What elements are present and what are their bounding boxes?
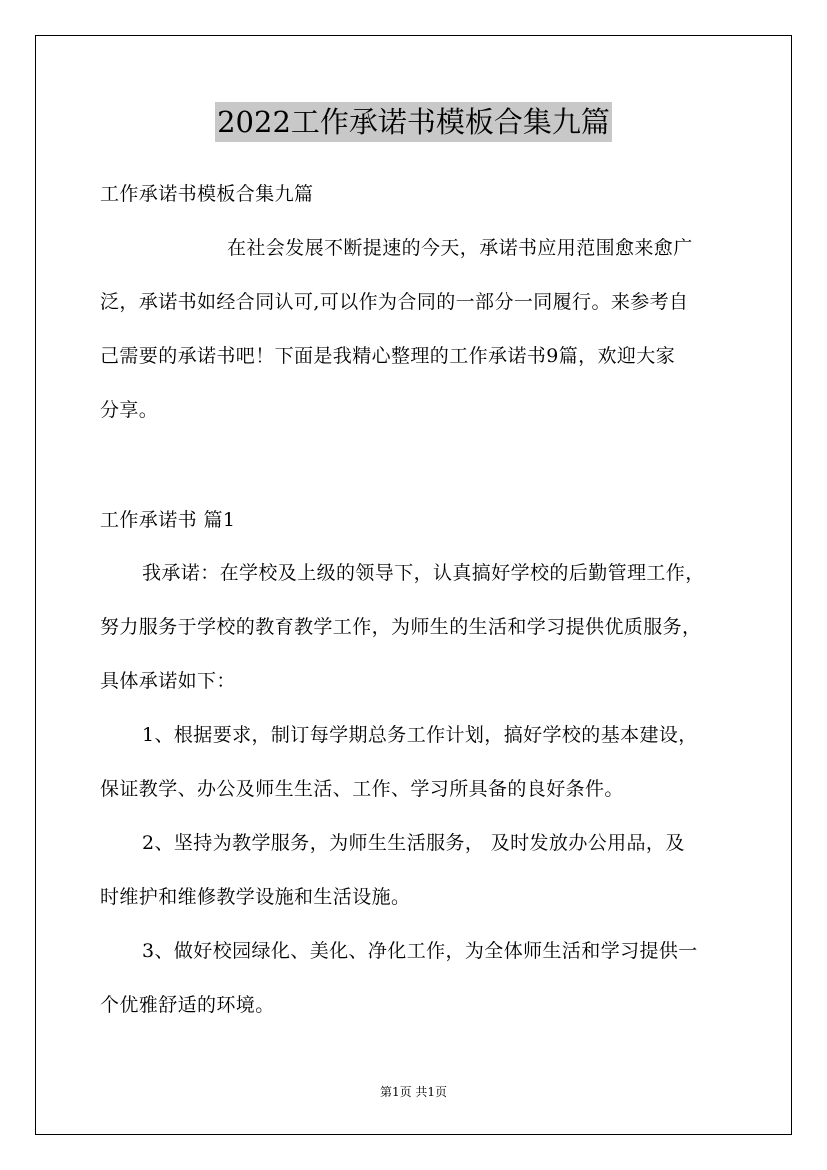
body-line: 1、根据要求，制订每学期总务工作计划，搞好学校的基本建设，	[142, 724, 698, 746]
body-line: 个优雅舒适的环境。	[100, 994, 275, 1016]
intro-line: 泛，承诺书如经合同认可,可以作为合同的一部分一同履行。来参考自	[100, 291, 689, 313]
intro-line: 分享。	[100, 399, 159, 421]
body-line: 保证教学、办公及师生生活、工作、学习所具备的良好条件。	[100, 778, 624, 800]
document-title: 2022工作承诺书模板合集九篇	[215, 102, 612, 142]
intro-line: 己需要的承诺书吧！下面是我精心整理的工作承诺书9篇，欢迎大家	[100, 345, 676, 367]
intro-line: 在社会发展不断提速的今天，承诺书应用范围愈来愈广	[227, 237, 693, 259]
body-line: 我承诺：在学校及上级的领导下，认真搞好学校的后勤管理工作，	[142, 562, 705, 584]
section-heading: 工作承诺书 篇1	[100, 509, 236, 531]
body-line: 时维护和维修教学设施和生活设施。	[100, 886, 411, 908]
page-number: 第1页 共1页	[379, 1085, 448, 1099]
document-subtitle: 工作承诺书模板合集九篇	[100, 183, 314, 205]
body-line: 3、做好校园绿化、美化、净化工作，为全体师生活和学习提供一	[142, 940, 698, 962]
body-line: 2、坚持为教学服务，为师生生活服务， 及时发放办公用品，及	[142, 832, 685, 854]
body-line: 努力服务于学校的教育教学工作，为师生的生活和学习提供优质服务，	[100, 616, 702, 638]
body-line: 具体承诺如下：	[100, 670, 236, 692]
title-container	[0, 102, 827, 142]
